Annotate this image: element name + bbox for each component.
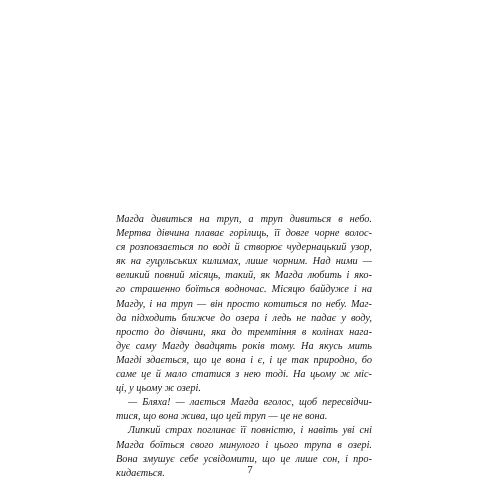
text-line: Магда дивиться на труп, а труп дивиться в небо. <box>116 214 372 225</box>
text-line: Мертва дівчина плаває горілиць, її довге чорне волос- <box>116 228 372 240</box>
text-line: да підходить ближче до озера і ледь не падає у воду, <box>116 312 372 324</box>
text-line: великий повний місяць, такий, як Магда любить і яко- <box>116 270 372 282</box>
text-line: Липкий страх поглинає її повністю, і навіть уві сні <box>128 425 372 437</box>
text-line: ся розповзається по воді й створює чудернацький узор, <box>116 242 372 254</box>
text-line: просто до дівчини, яка до тремтіння в колінах нага- <box>116 326 372 338</box>
text-line: тися, що вона жива, що цей труп — це не вона. <box>116 411 328 423</box>
text-line: як на гуцульських килимах, лише чорним. Над ними — <box>116 256 372 268</box>
text-line: го страшенно боїться водночас. Місяцю байдуже і на <box>116 284 372 296</box>
text-line: дує саму Магду двадцять років тому. На якусь мить <box>116 340 372 352</box>
text-line: Магді здається, що це вона і є, і це так природно, бо <box>116 354 372 366</box>
text-line: кидається. <box>116 467 165 479</box>
page-number: 7 <box>247 464 253 476</box>
text-line: — Бляха! — лається Магда вголос, щоб пересвідчи- <box>128 397 372 409</box>
text-line: Магду, і на труп — він просто котиться по небу. Маг- <box>116 298 372 310</box>
text-line: ці, у цьому ж озері. <box>116 383 201 395</box>
text-line: Магда боїться свого минулого і цього трупа в озері. <box>116 439 372 451</box>
text-line: Вона змушує себе усвідомити, що це лише сон, і про- <box>116 453 372 465</box>
text-line: саме це й мало статися з нею тоді. На цьому ж міс- <box>116 369 372 381</box>
body-text <box>116 213 372 481</box>
